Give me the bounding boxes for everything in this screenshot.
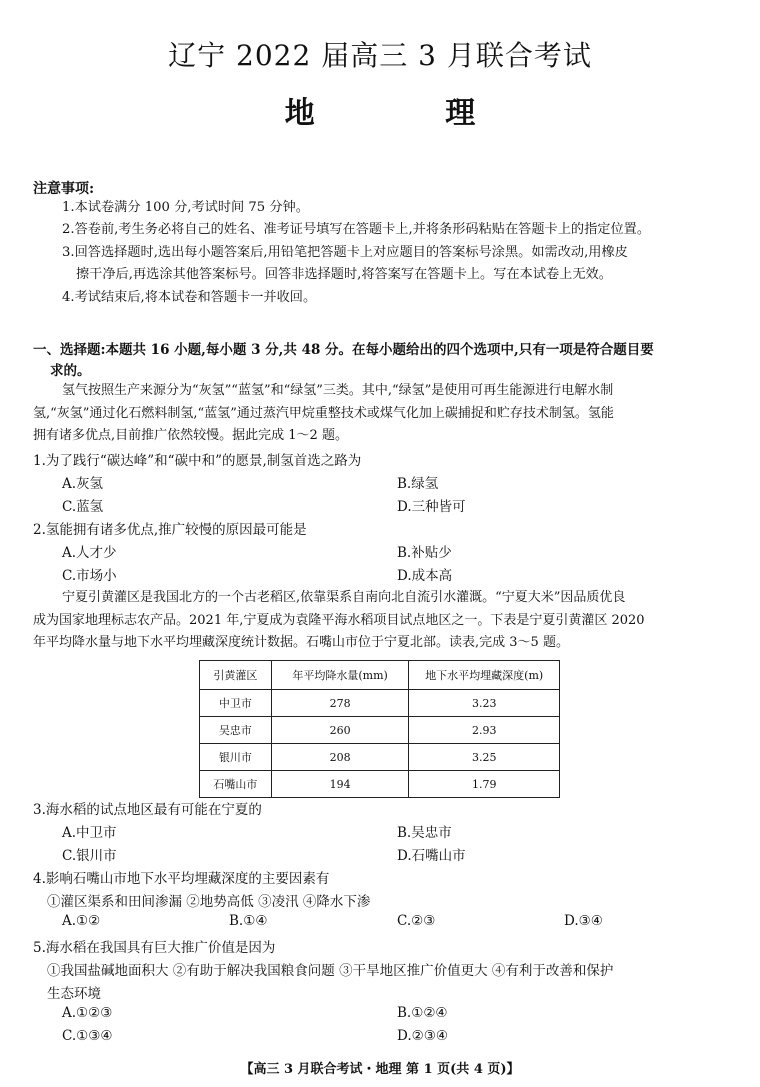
q5-option-a: A.①②③ <box>62 1005 113 1021</box>
notice-item-4: 4.考试结束后,将本试卷和答题卡一并收回。 <box>62 290 317 305</box>
q5-option-b: B.①②④ <box>397 1005 448 1021</box>
q5-stem: 5.海水稻在我国具有巨大推广价值是因为 <box>33 940 276 956</box>
data-table <box>199 660 560 798</box>
q2-stem: 2.氢能拥有诸多优点,推广较慢的原因最可能是 <box>33 522 307 538</box>
table-row <box>200 744 560 771</box>
table-header-cell: 年平均降水量(mm) <box>271 661 409 690</box>
notice-item-1: 1.本试卷满分 100 分,考试时间 75 分钟。 <box>62 200 309 215</box>
table-header-cell: 引黄灌区 <box>200 661 272 690</box>
notice-item-3-cont: 擦干净后,再选涂其他答案标号。回答非选择题时,将答案写在答题卡上。写在本试卷上无效。 <box>76 267 612 282</box>
page-footer: 【高三 3 月联合考试・地理 第 1 页(共 4 页)】 <box>240 1062 520 1077</box>
q5-items: ①我国盐碱地面积大 ②有助于解决我国粮食问题 ③干旱地区推广价值更大 ④有利于改善和保护 <box>47 963 614 979</box>
passage2-line-1: 宁夏引黄灌区是我国北方的一个古老稻区,依靠渠系自南向北自流引水灌溉。“宁夏大米”因品质优良 <box>62 590 626 605</box>
subject-title: 地 理 <box>284 96 536 131</box>
passage2-line-3: 年平均降水量与地下水平均埋藏深度统计数据。石嘴山市位于宁夏北部。读表,完成 3～5 题。 <box>33 635 569 650</box>
section-heading-cont: 求的。 <box>50 363 91 379</box>
q3-option-c: C.银川市 <box>62 848 117 864</box>
passage1-line-1: 氢气按照生产来源分为“灰氢”“蓝氢”和“绿氢”三类。其中,“绿氢”是使用可再生能源进行电解水制 <box>62 383 614 398</box>
q4-option-c: C.②③ <box>397 913 436 929</box>
table-cell: 2.93 <box>409 717 560 744</box>
q1-option-d: D.三种皆可 <box>397 499 466 515</box>
table-cell: 208 <box>271 744 409 771</box>
q5-items-cont: 生态环境 <box>47 986 101 1002</box>
table-cell: 278 <box>271 690 409 717</box>
table-cell: 3.25 <box>409 744 560 771</box>
exam-title: 辽宁 2022 届高三 3 月联合考试 <box>168 39 592 72</box>
q1-option-b: B.绿氢 <box>397 476 439 492</box>
notice-heading: 注意事项: <box>33 181 95 197</box>
table-row <box>200 717 560 744</box>
table-header-row <box>200 661 560 690</box>
table-row <box>200 690 560 717</box>
q2-option-b: B.补贴少 <box>397 545 452 561</box>
q4-stem: 4.影响石嘴山市地下水平均埋藏深度的主要因素有 <box>33 871 330 887</box>
table-cell: 260 <box>271 717 409 744</box>
notice-item-2: 2.答卷前,考生务必将自己的姓名、准考证号填写在答题卡上,并将条形码粘贴在答题卡上的指定位置。 <box>62 222 651 237</box>
q1-option-c: C.蓝氢 <box>62 499 104 515</box>
q3-stem: 3.海水稻的试点地区最有可能在宁夏的 <box>33 802 262 818</box>
table-cell: 吴忠市 <box>200 717 272 744</box>
passage1-line-3: 拥有诸多优点,目前推广依然较慢。据此完成 1～2 题。 <box>33 428 348 443</box>
passage2-line-2: 成为国家地理标志农产品。2021 年,宁夏成为袁隆平海水稻项目试点地区之一。下表是宁夏引黄灌区 2020 <box>33 613 645 628</box>
table-cell: 中卫市 <box>200 690 272 717</box>
table-row <box>200 771 560 798</box>
section-heading: 一、选择题:本题共 16 小题,每小题 3 分,共 48 分。在每小题给出的四个选项中,只有一项是符合题目要 <box>33 342 654 358</box>
passage1-line-2: 氢,“灰氢”通过化石燃料制氢,“蓝氢”通过蒸汽甲烷重整技术或煤气化加上碳捕捉和贮存技术制氢。氢能 <box>33 406 614 421</box>
table-cell: 194 <box>271 771 409 798</box>
q1-option-a: A.灰氢 <box>62 476 104 492</box>
q3-option-d: D.石嘴山市 <box>397 848 466 864</box>
table-cell: 1.79 <box>409 771 560 798</box>
q3-option-a: A.中卫市 <box>62 825 117 841</box>
q4-option-d: D.③④ <box>564 913 603 929</box>
q5-option-d: D.②③④ <box>397 1028 448 1044</box>
table-cell: 银川市 <box>200 744 272 771</box>
q2-option-d: D.成本高 <box>397 568 453 584</box>
table-cell: 3.23 <box>409 690 560 717</box>
q2-option-a: A.人才少 <box>62 545 117 561</box>
notice-item-3: 3.回答选择题时,选出每小题答案后,用铅笔把答题卡上对应题目的答案标号涂黑。如需改动,用橡皮 <box>62 245 628 260</box>
q5-option-c: C.①③④ <box>62 1028 113 1044</box>
table-cell: 石嘴山市 <box>200 771 272 798</box>
q2-option-c: C.市场小 <box>62 568 117 584</box>
q4-items: ①灌区渠系和田间渗漏 ②地势高低 ③凌汛 ④降水下渗 <box>47 894 371 910</box>
table-header-cell: 地下水平均埋藏深度(m) <box>409 661 560 690</box>
q1-stem: 1.为了践行“碳达峰”和“碳中和”的愿景,制氢首选之路为 <box>33 453 362 469</box>
q3-option-b: B.吴忠市 <box>397 825 452 841</box>
q4-option-b: B.①④ <box>229 913 268 929</box>
q4-option-a: A.①② <box>62 913 101 929</box>
